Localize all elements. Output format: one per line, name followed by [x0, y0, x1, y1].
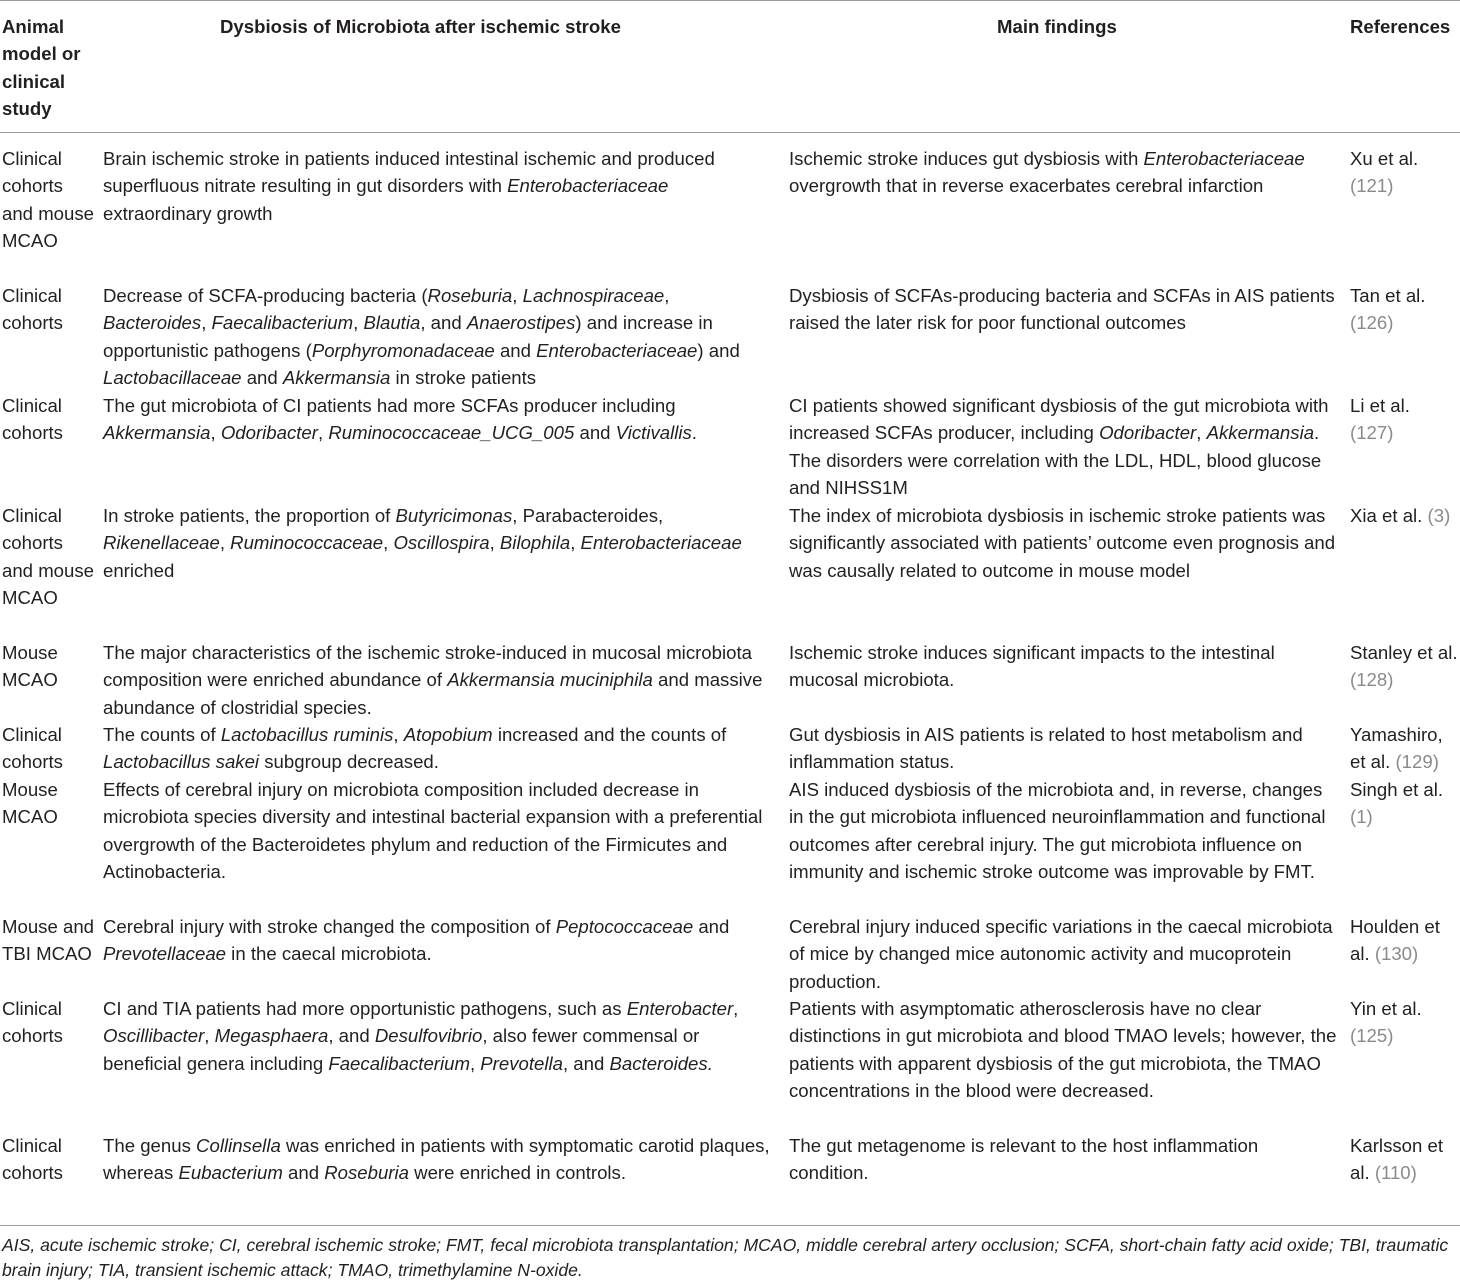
taxon-name: Butyricimonas: [395, 505, 513, 526]
text-run: ,: [383, 532, 394, 554]
cell-reference: [1350, 995, 1458, 1050]
cell-reference: [1350, 502, 1458, 529]
text-run: The gut metagenome is relevant to the host inflammation condition.: [789, 1135, 1259, 1184]
text-run: subgroup decreased.: [259, 751, 439, 773]
reference-authors: Yamashiro, et al.: [1350, 724, 1443, 773]
cell-findings: [789, 913, 1339, 995]
taxon-name: Ruminococcaceae_UCG_005: [328, 422, 575, 444]
text-run: ,: [469, 1052, 481, 1074]
text-run: The major characteristics of the ischemic stroke-induced in mucosal microbiota composition were enriched abundance of: [103, 642, 752, 691]
cell-dysbiosis: [103, 639, 775, 721]
cell-findings: [789, 721, 1339, 776]
header-findings: Main findings: [997, 16, 1117, 37]
text-run: ,: [317, 422, 329, 444]
taxon-name: Akkermansia: [1206, 422, 1315, 444]
text-run: ,: [210, 422, 221, 444]
taxon-name: Enterobacteriaceae: [1143, 148, 1305, 169]
taxon-name: Porphyromonadaceae: [311, 339, 495, 361]
taxon-name: Rikenellaceae: [103, 532, 220, 554]
reference-authors: Houlden et al.: [1350, 916, 1440, 965]
taxon-name: Eubacterium: [178, 1162, 283, 1184]
reference-authors: Karlsson et al.: [1350, 1135, 1444, 1184]
taxon-name: Victivallis: [615, 422, 692, 444]
cell-dysbiosis: [103, 1132, 775, 1187]
text-run: overgrowth that in reverse exacerbates cerebral infarction: [789, 175, 1264, 197]
table-top-rule: [0, 0, 1460, 1]
text-run: , and: [328, 1025, 375, 1047]
text-run: and: [693, 916, 730, 937]
text-run: Effects of cerebral injury on microbiota composition included decrease in microbiota species diversity and intestinal bacterial expansion with a preferential overgrowth of the Bacteroidetes phylum and reduction of the Firmicutes and Actinobacteria.: [103, 779, 763, 882]
taxon-name: Enterobacter: [626, 998, 734, 1019]
reference-link[interactable]: (128): [1350, 669, 1394, 691]
cell-model: Clinical cohorts and mouse MCAO: [2, 505, 94, 608]
reference-link[interactable]: (130): [1374, 943, 1419, 965]
text-run: Brain ischemic stroke in patients induced intestinal ischemic and produced superfluous nitrate resulting in gut disorders with: [103, 148, 715, 197]
cell-reference: [1350, 913, 1458, 968]
cell-dysbiosis: [103, 721, 775, 776]
taxon-name: Prevotella: [480, 1052, 563, 1074]
taxon-name: Megasphaera: [214, 1025, 329, 1047]
taxon-name: Faecalibacterium: [328, 1052, 470, 1074]
cell-model: Clinical cohorts: [2, 724, 63, 773]
text-run: ,: [489, 532, 500, 554]
reference-authors: Xu et al.: [1350, 148, 1419, 169]
cell-dysbiosis: [103, 913, 775, 968]
cell-findings: [789, 392, 1339, 501]
header-rule: [0, 132, 1460, 133]
taxon-name: Odoribacter: [1099, 422, 1197, 444]
taxon-name: Collinsella: [196, 1135, 281, 1156]
text-run: was enriched in patients with symptomatic carotid plaques, whereas: [103, 1135, 770, 1184]
text-run: ,: [733, 998, 739, 1019]
cell-dysbiosis: [103, 282, 775, 391]
text-run: The genus: [103, 1135, 197, 1156]
reference-link[interactable]: (129): [1395, 751, 1439, 773]
cell-model: Clinical cohorts and mouse MCAO: [2, 148, 94, 251]
text-run: Patients with asymptomatic atherosclerosis have no clear distinctions in gut microbiota and blood TMAO levels; however, the patients with apparent dysbiosis of the gut microbiota, the TMAO concentrations in the blood were decreased.: [789, 998, 1337, 1101]
table-footnote: AIS, acute ischemic stroke; CI, cerebral ischemic stroke; FMT, fecal microbiota transplantation; MCAO, middle cerebral artery occlusion; SCFA, short-chain fatty acid oxide; TBI, traumatic brain injury; TIA, transient ischemic attack; TMAO, trimethylamine N-oxide.: [2, 1235, 1449, 1280]
taxon-name: Lactobacillus ruminis: [220, 724, 394, 745]
taxon-name: Enterobacteriaceae: [580, 532, 742, 554]
text-run: , and: [420, 312, 467, 334]
reference-authors: Stanley et al.: [1350, 642, 1458, 663]
text-run: and: [241, 366, 283, 388]
taxon-name: Enterobacteriaceae: [536, 339, 698, 361]
cell-reference: [1350, 721, 1458, 776]
reference-link[interactable]: (125): [1350, 1025, 1394, 1047]
text-run: Cerebral injury with stroke changed the composition of: [103, 916, 556, 937]
taxon-name: Odoribacter: [220, 422, 318, 444]
text-run: Dysbiosis of SCFAs-producing bacteria and SCFAs in AIS patients raised the later risk for poor functional outcomes: [789, 285, 1335, 334]
text-run: ) and: [697, 339, 740, 361]
text-run: CI and TIA patients had more opportunistic pathogens, such as: [103, 998, 627, 1019]
cell-findings: [789, 995, 1339, 1104]
reference-link[interactable]: (127): [1350, 422, 1394, 444]
taxon-name: Desulfovibrio: [374, 1025, 483, 1047]
reference-link[interactable]: (1): [1350, 806, 1373, 828]
taxon-name: Anaerostipes: [466, 312, 576, 334]
header-references: References: [1350, 16, 1451, 37]
text-run: increased and the counts of: [492, 724, 727, 745]
taxon-name: Prevotellaceae: [103, 943, 227, 965]
cell-dysbiosis: [103, 776, 775, 885]
table-bottom-rule: [0, 1225, 1460, 1226]
text-run: , Parabacteroides,: [512, 505, 664, 526]
taxon-name: Atopobium: [403, 724, 493, 745]
cell-reference: [1350, 392, 1458, 447]
taxon-name: Oscillibacter: [103, 1025, 205, 1047]
cell-model: Mouse MCAO: [2, 779, 58, 828]
text-run: Decrease of SCFA-producing bacteria (: [103, 285, 428, 306]
taxon-name: Lactobacillus sakei: [103, 751, 260, 773]
text-run: ,: [570, 532, 581, 554]
taxon-name: Roseburia: [324, 1162, 409, 1184]
header-model: Animal model or clinical study: [2, 16, 81, 119]
taxon-name: Blautia: [363, 312, 421, 334]
taxon-name: Ruminococcaceae: [230, 532, 384, 554]
reference-link[interactable]: (3): [1427, 505, 1451, 526]
text-run: Cerebral injury induced specific variations in the caecal microbiota of mice by changed mice autonomic activity and mucoprotein production.: [789, 916, 1333, 992]
reference-link[interactable]: (126): [1350, 312, 1394, 334]
cell-findings: [789, 776, 1339, 885]
cell-findings: [789, 145, 1339, 200]
cell-dysbiosis: [103, 502, 775, 584]
text-run: The gut microbiota of CI patients had more SCFAs producer including: [103, 395, 676, 416]
text-run: In stroke patients, the proportion of: [103, 505, 396, 526]
taxon-name: Bacteroides.: [609, 1052, 713, 1074]
text-run: CI patients showed significant dysbiosis of the gut microbiota with increased SCFAs producer, including: [789, 395, 1329, 444]
cell-dysbiosis: [103, 392, 775, 447]
text-run: The index of microbiota dysbiosis in ischemic stroke patients was significantly associated with patients’ outcome even prognosis and was causally related to outcome in mouse model: [789, 505, 1336, 581]
text-run: ,: [201, 312, 212, 334]
text-run: Ischemic stroke induces significant impacts to the intestinal mucosal microbiota.: [789, 642, 1275, 691]
text-run: were enriched in controls.: [408, 1162, 627, 1184]
text-run: Gut dysbiosis in AIS patients is related to host metabolism and inflammation status.: [789, 724, 1303, 773]
text-run: and: [282, 1162, 325, 1184]
cell-reference: [1350, 282, 1458, 337]
cell-findings: [789, 502, 1339, 584]
reference-authors: Singh et al.: [1350, 779, 1444, 800]
text-run: .: [691, 422, 697, 444]
reference-authors: Tan et al.: [1350, 285, 1426, 306]
cell-findings: [789, 639, 1339, 694]
cell-reference: [1350, 776, 1458, 831]
taxon-name: Peptococcaceae: [555, 916, 694, 937]
reference-authors: Xia et al.: [1350, 505, 1428, 526]
cell-dysbiosis: [103, 995, 775, 1077]
text-run: ,: [393, 724, 404, 745]
taxon-name: Roseburia: [427, 285, 513, 306]
cell-findings: [789, 1132, 1339, 1187]
text-run: ,: [664, 285, 670, 306]
reference-authors: Yin et al.: [1350, 998, 1422, 1019]
taxon-name: Lachnospiraceae: [522, 285, 665, 306]
text-run: , and: [562, 1052, 610, 1074]
header-dysbiosis: Dysbiosis of Microbiota after ischemic stroke: [220, 16, 621, 37]
cell-model: Clinical cohorts: [2, 285, 63, 334]
text-run: and massive abundance of clostridial species.: [103, 669, 763, 718]
text-run: AIS induced dysbiosis of the microbiota and, in reverse, changes in the gut microbiota influenced neuroinflammation and functional outcomes after cerebral injury. The gut microbiota influence on immunity and ischemic stroke outcome was improvable by FMT.: [789, 779, 1326, 882]
text-run: extraordinary growth: [103, 202, 273, 224]
cell-model: Mouse MCAO: [2, 642, 58, 691]
text-run: The counts of: [103, 724, 221, 745]
taxon-name: Bilophila: [499, 532, 571, 554]
taxon-name: Oscillospira: [393, 532, 490, 554]
text-run: and: [574, 422, 616, 444]
text-run: ,: [219, 532, 231, 554]
text-run: enriched: [103, 559, 175, 581]
cell-dysbiosis: [103, 145, 775, 227]
text-run: in stroke patients: [390, 366, 537, 388]
text-run: ,: [204, 1025, 215, 1047]
cell-model: Clinical cohorts: [2, 998, 63, 1047]
cell-reference: [1350, 1132, 1458, 1187]
taxon-name: Enterobacteriaceae: [507, 175, 669, 197]
cell-model: Clinical cohorts: [2, 1135, 63, 1184]
cell-findings: [789, 282, 1339, 337]
reference-link[interactable]: (121): [1350, 175, 1394, 197]
taxon-name: Akkermansia: [282, 366, 391, 388]
text-run: , also fewer commensal or beneficial genera including: [103, 1025, 700, 1074]
cell-reference: [1350, 145, 1458, 200]
text-run: ) and increase in opportunistic pathogens (: [103, 312, 713, 361]
text-run: and: [494, 339, 537, 361]
taxon-name: Akkermansia: [103, 422, 211, 444]
text-run: . The disorders were correlation with the LDL, HDL, blood glucose and NIHSS1M: [789, 422, 1322, 498]
taxon-name: Bacteroides: [103, 312, 202, 334]
cell-reference: [1350, 639, 1458, 694]
text-run: ,: [353, 312, 364, 334]
taxon-name: Lactobacillaceae: [103, 366, 242, 388]
text-run: ,: [1196, 422, 1207, 444]
cell-model: Clinical cohorts: [2, 395, 63, 444]
text-run: in the caecal microbiota.: [226, 943, 432, 965]
reference-authors: Li et al.: [1350, 395, 1410, 416]
cell-model: Mouse and TBI MCAO: [2, 916, 94, 965]
text-run: ,: [512, 285, 523, 306]
reference-link[interactable]: (110): [1374, 1162, 1417, 1184]
taxon-name: Faecalibacterium: [211, 312, 354, 334]
taxon-name: Akkermansia muciniphila: [447, 669, 653, 691]
text-run: Ischemic stroke induces gut dysbiosis with: [789, 148, 1144, 169]
